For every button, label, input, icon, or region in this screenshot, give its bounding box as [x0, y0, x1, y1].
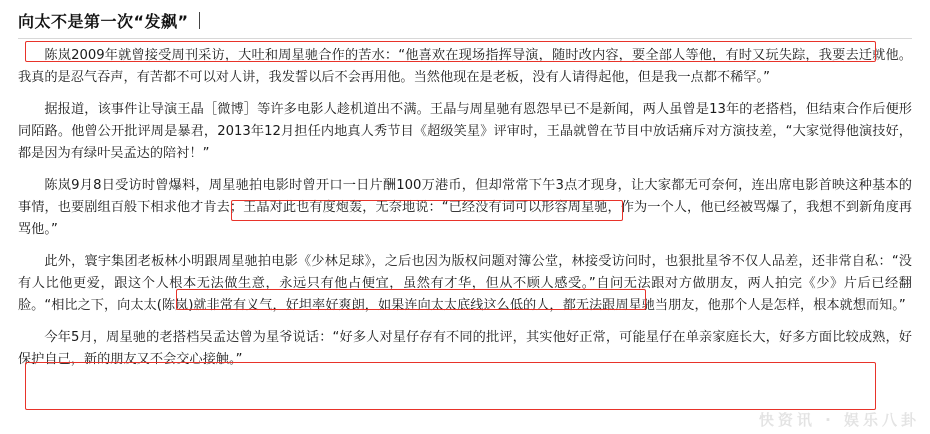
article-paragraph: 此外，寰宇集团老板林小明跟周星驰拍电影《少林足球》，之后也因为版权问题对簿公堂，林接受访问时，也狠批星爷不仅人品差，还非常自私：“没有人比他更爱，跟这个人根本无法做生意，永远只有他占便宜，虽然有才华，但从不顾人感受。”自问无法跟对方做朋友，两人拍完《少》片后已经翻脸。“相比之下，向太太(陈岚)就非常有义气，好坦率好爽朗，如果连向太太底线这么低的人，都无法跟周星驰当朋友，他那个人是怎样，根本就想而知。” — [18, 254, 912, 313]
page-title-bar — [18, 0, 912, 36]
article-paragraph: 陈岚9月8日受访时曾爆料，周星驰拍电影时曾开口一日片酬100万港币，但却常常下午3点才现身，让大家都无可奈何，连出席电影首映这种基本的事情，也要剧组百般下相求他才肯去；王晶对此也有度炮轰，无奈地说：“已经没有词可以形容周星驰，作为一个人，他已经被骂爆了，我想不到新角度再骂他。” — [18, 178, 912, 237]
article-body — [18, 45, 912, 371]
article-paragraph: 今年5月，周星驰的老搭档吴孟达曾为星爷说话：“好多人对星仔存有不同的批评，其实他好正常，可能星仔在单亲家庭长大，好多方面比较成熟，好保护自己，新的朋友又不会交心接触。” — [18, 330, 912, 367]
article-paragraph: 陈岚2009年就曾接受周刊采访，大吐和周星驰合作的苦水：“他喜欢在现场指挥导演，随时改内容，要全部人等他，有时又玩失踪，我要去迁就他。我真的是忍气吞声，有苦都不可以对人讲，我发誓以后不会再用他。当然他现在是老板，没有人请得起他，但是我一点都不稀罕。” — [18, 48, 912, 85]
page-title: 向太不是第一次“发飙” — [18, 11, 189, 31]
text-cursor — [199, 12, 200, 29]
article-paragraph: 据报道，该事件让导演王晶［微博］等许多电影人趁机道出不满。王晶与周星驰有恩怨早已不是新闻，两人虽曾是13年的老搭档，但结束合作后便形同陌路。他曾公开批评周是暴君，2013年12月担任内地真人秀节目《超级笑星》评审时，王晶就曾在节目中放话痛斥对方演技差，“大家觉得他演技好，都是因为有绿叶吴孟达的陪衬！” — [18, 102, 912, 161]
title-divider — [18, 38, 912, 39]
watermark: 快资讯 · 娱乐八卦 — [758, 411, 920, 429]
